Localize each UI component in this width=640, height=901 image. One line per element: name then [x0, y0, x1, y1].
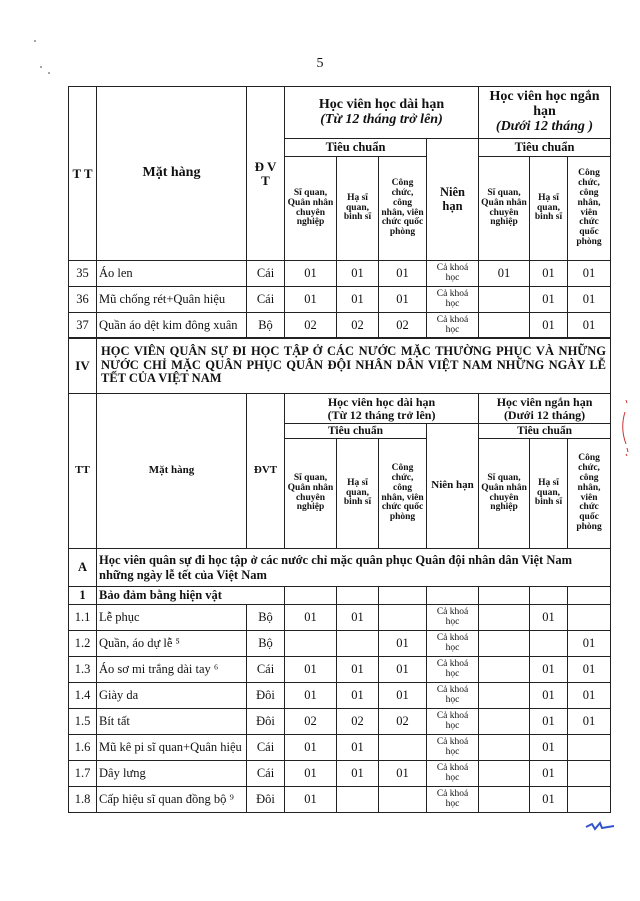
row-duration: Cả khoá học	[427, 313, 479, 339]
table-row	[69, 735, 611, 761]
scan-speck	[34, 40, 36, 42]
civil-short-header: Công chức, công nhân, viên chức quốc phòng	[568, 439, 611, 549]
scan-speck	[48, 72, 50, 74]
row-cell: 01	[568, 261, 611, 287]
civil-short-header: Công chức, công nhân, viên chức quốc phòng	[568, 157, 611, 261]
row-cell: 01	[530, 735, 568, 761]
row-cell: 01	[285, 287, 337, 313]
row-cell	[479, 605, 530, 631]
row-cell: 01	[479, 261, 530, 287]
table-row	[69, 657, 611, 683]
long-term-note: (Từ 12 tháng trở lên)	[320, 111, 443, 127]
long-term-title: Học viên học dài hạn	[327, 394, 436, 409]
row-cell: 01	[379, 261, 427, 287]
row-cell: 01	[530, 287, 568, 313]
row-cell	[479, 761, 530, 787]
row-cell	[479, 683, 530, 709]
row-cell	[568, 605, 611, 631]
row-tt: 1.7	[69, 761, 97, 787]
row-cell: 01	[285, 761, 337, 787]
row-cell: 01	[337, 761, 379, 787]
standard-header-short: Tiêu chuẩn	[479, 424, 611, 439]
item-header: Mặt hàng	[97, 87, 247, 261]
row-cell: 01	[285, 787, 337, 813]
row-duration: Cả khoá học	[427, 657, 479, 683]
row-cell: 01	[568, 287, 611, 313]
table-row	[69, 605, 611, 631]
row-cell: 02	[337, 313, 379, 339]
row-cell	[285, 587, 337, 605]
row-cell	[379, 605, 427, 631]
row-cell: 01	[337, 657, 379, 683]
row-cell: 01	[568, 657, 611, 683]
short-term-note: (Dưới 12 tháng )	[495, 118, 594, 134]
row-cell: 01	[530, 683, 568, 709]
row-tt: 1.1	[69, 605, 97, 631]
row-cell	[379, 587, 427, 605]
row-unit: Cái	[247, 735, 285, 761]
tt-header: TT	[69, 394, 97, 549]
row-cell: 02	[337, 709, 379, 735]
row-tt: 1.6	[69, 735, 97, 761]
row-cell	[479, 313, 530, 339]
nco-short-header: Hạ sĩ quan, binh sĩ	[530, 439, 568, 549]
row-item: Áo sơ mi trắng dài tay ⁶	[97, 657, 247, 683]
row-unit: Đôi	[247, 709, 285, 735]
row-cell	[479, 287, 530, 313]
table-row	[69, 787, 611, 813]
section-1-title: Bảo đảm bằng hiện vật	[97, 587, 285, 605]
row-cell	[379, 735, 427, 761]
row-cell: 01	[568, 313, 611, 339]
nco-short-header: Hạ sĩ quan, binh sĩ	[530, 157, 568, 261]
row-cell	[530, 587, 568, 605]
row-cell: 01	[530, 313, 568, 339]
row-unit: Cái	[247, 657, 285, 683]
row-cell	[337, 631, 379, 657]
table-row	[69, 761, 611, 787]
row-cell	[479, 735, 530, 761]
row-item: Áo len	[97, 261, 247, 287]
row-cell: 01	[530, 605, 568, 631]
row-unit: Cái	[247, 287, 285, 313]
row-tt: 1.8	[69, 787, 97, 813]
section-a-number: A	[69, 549, 97, 587]
table-row	[69, 287, 611, 313]
row-cell: 02	[285, 313, 337, 339]
row-duration: Cả khoá học	[427, 261, 479, 287]
row-cell: 02	[379, 313, 427, 339]
unit-header: ĐVT	[247, 394, 285, 549]
row-tt: 36	[69, 287, 97, 313]
clothing-table-part2	[68, 393, 611, 813]
row-tt: 35	[69, 261, 97, 287]
officer-header: Sĩ quan, Quân nhân chuyên nghiệp	[285, 439, 337, 549]
row-cell	[479, 657, 530, 683]
row-tt: 1.2	[69, 631, 97, 657]
civil-header: Công chức, công nhân, viên chức quốc phòng	[379, 439, 427, 549]
row-cell	[479, 787, 530, 813]
duration-header: Niên hạn	[427, 424, 479, 549]
page-number: 5	[316, 56, 324, 71]
row-cell	[568, 587, 611, 605]
row-item: Mũ chống rét+Quân hiệu	[97, 287, 247, 313]
short-term-title: Học viên ngắn hạn	[496, 394, 593, 409]
row-cell	[337, 787, 379, 813]
row-cell: 01	[285, 657, 337, 683]
officer-header: Sĩ quan, Quân nhân chuyên nghiệp	[285, 157, 337, 261]
row-cell	[568, 787, 611, 813]
long-term-header	[285, 87, 479, 139]
row-cell	[379, 787, 427, 813]
row-duration: Cả khoá học	[427, 683, 479, 709]
row-item: Giày da	[97, 683, 247, 709]
row-tt: 1.4	[69, 683, 97, 709]
row-cell	[568, 735, 611, 761]
row-tt: 1.5	[69, 709, 97, 735]
row-unit: Đôi	[247, 683, 285, 709]
row-item: Dây lưng	[97, 761, 247, 787]
nco-header: Hạ sĩ quan, binh sĩ	[337, 439, 379, 549]
row-item: Quần áo dệt kim đông xuân	[97, 313, 247, 339]
row-unit: Cái	[247, 261, 285, 287]
row-duration: Cả khoá học	[427, 735, 479, 761]
duration-header: Niên hạn	[427, 139, 479, 261]
row-duration: Cả khoá học	[427, 787, 479, 813]
table-row	[69, 709, 611, 735]
row-cell: 01	[337, 683, 379, 709]
table-row	[69, 261, 611, 287]
row-tt: 1.3	[69, 657, 97, 683]
row-unit: Cái	[247, 761, 285, 787]
row-cell: 01	[568, 709, 611, 735]
row-cell: 01	[285, 261, 337, 287]
row-cell: 01	[285, 605, 337, 631]
row-cell	[530, 631, 568, 657]
row-cell: 01	[379, 657, 427, 683]
row-cell: 01	[530, 761, 568, 787]
section-iv-number: IV	[69, 338, 97, 394]
row-cell: 01	[379, 683, 427, 709]
table-row	[69, 631, 611, 657]
short-term-header	[479, 87, 611, 139]
officer-short-header: Sĩ quan, Quân nhân chuyên nghiệp	[479, 439, 530, 549]
table-row	[69, 683, 611, 709]
row-cell	[427, 587, 479, 605]
short-term-title: Học viên học ngắn hạn	[489, 89, 600, 120]
standard-header: Tiêu chuẩn	[285, 139, 427, 157]
row-cell: 01	[337, 287, 379, 313]
row-cell: 01	[530, 787, 568, 813]
row-item: Bít tất	[97, 709, 247, 735]
tt-header: T T	[69, 87, 97, 261]
row-cell: 01	[530, 261, 568, 287]
nco-header: Hạ sĩ quan, binh sĩ	[337, 157, 379, 261]
standard-header-short: Tiêu chuẩn	[479, 139, 611, 157]
unit-header: Đ V T	[247, 87, 285, 261]
row-cell: 01	[530, 709, 568, 735]
row-cell	[479, 709, 530, 735]
red-stamp-fragment-icon	[616, 398, 630, 458]
row-cell: 01	[568, 683, 611, 709]
row-cell: 01	[379, 761, 427, 787]
row-item: Mũ kê pi sĩ quan+Quân hiệu	[97, 735, 247, 761]
row-cell	[337, 587, 379, 605]
row-duration: Cả khoá học	[427, 761, 479, 787]
section-iv-title: HỌC VIÊN QUÂN SỰ ĐI HỌC TẬP Ở CÁC NƯỚC MẶC THƯỜNG PHỤC VÀ NHỮNG NƯỚC CHỈ MẶC QUÂN PHỤC QUÂN ĐỘI NHÂN DÂN VIỆT NAM NHỮNG NGÀY LỄ TẾT CỦA VIỆT NAM	[97, 338, 611, 394]
row-cell: 01	[379, 631, 427, 657]
long-term-title: Học viên học dài hạn	[318, 96, 445, 112]
long-term-header	[285, 394, 479, 424]
row-item: Cấp hiệu sĩ quan đồng bộ ⁹	[97, 787, 247, 813]
row-item: Lễ phục	[97, 605, 247, 631]
section-1-number: 1	[69, 587, 97, 605]
officer-short-header: Sĩ quan, Quân nhân chuyên nghiệp	[479, 157, 530, 261]
row-cell: 01	[337, 261, 379, 287]
section-a-title: Học viên quân sự đi học tập ở các nước chỉ mặc quân phục Quân đội nhân dân Việt Nam những ngày lễ tết của Việt Nam	[97, 549, 611, 587]
table-body	[69, 605, 611, 813]
row-duration: Cả khoá học	[427, 709, 479, 735]
short-term-header	[479, 394, 611, 424]
table-row	[69, 313, 611, 339]
row-unit: Đôi	[247, 787, 285, 813]
clothing-table-part1	[68, 86, 611, 339]
section-iv-header	[68, 337, 611, 394]
civil-header: Công chức, công nhân, viên chức quốc phòng	[379, 157, 427, 261]
row-unit: Bộ	[247, 631, 285, 657]
row-cell: 02	[285, 709, 337, 735]
row-cell: 02	[379, 709, 427, 735]
row-unit: Bộ	[247, 313, 285, 339]
standard-header: Tiêu chuẩn	[285, 424, 427, 439]
row-duration: Cả khoá học	[427, 287, 479, 313]
initial-signature-icon	[584, 818, 616, 834]
item-header: Mặt hàng	[97, 394, 247, 549]
row-cell	[568, 761, 611, 787]
row-unit: Bộ	[247, 605, 285, 631]
row-cell	[285, 631, 337, 657]
row-cell: 01	[337, 735, 379, 761]
short-term-note: (Dưới 12 tháng)	[503, 407, 586, 422]
long-term-note: (Từ 12 tháng trở lên)	[327, 407, 436, 422]
row-duration: Cả khoá học	[427, 605, 479, 631]
row-cell	[479, 631, 530, 657]
row-cell: 01	[379, 287, 427, 313]
row-item: Quần, áo dự lễ ⁵	[97, 631, 247, 657]
row-cell: 01	[530, 657, 568, 683]
row-cell	[479, 587, 530, 605]
row-duration: Cả khoá học	[427, 631, 479, 657]
row-tt: 37	[69, 313, 97, 339]
row-cell: 01	[285, 735, 337, 761]
row-cell: 01	[337, 605, 379, 631]
row-cell: 01	[568, 631, 611, 657]
row-cell: 01	[285, 683, 337, 709]
